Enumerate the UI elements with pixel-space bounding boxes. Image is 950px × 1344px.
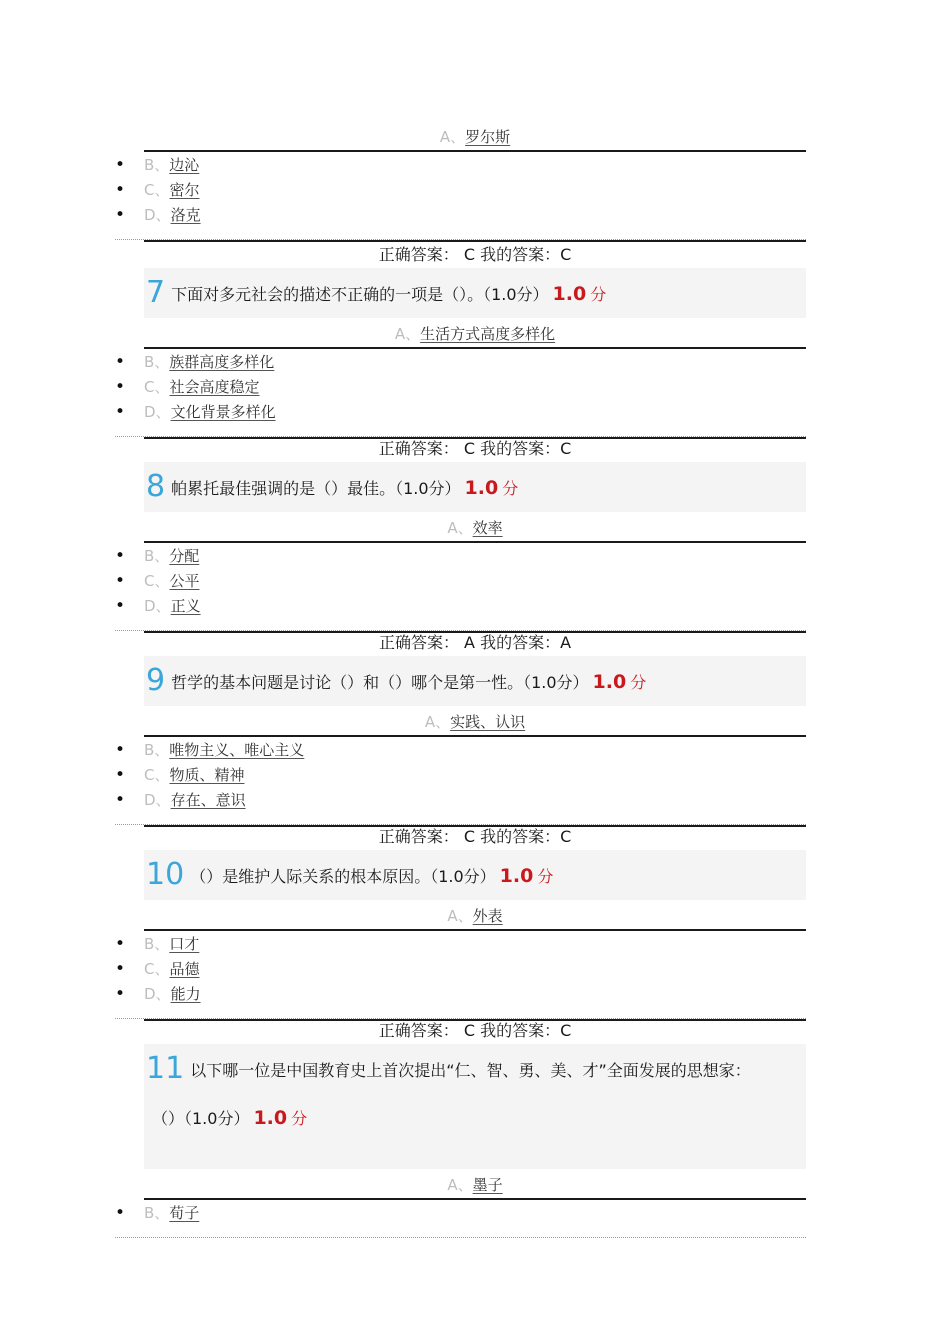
bullet-icon: •: [115, 205, 126, 225]
question-number: 10: [146, 857, 185, 892]
option-letter: C、: [144, 766, 170, 784]
option-letter: A、: [424, 713, 451, 731]
bullet-icon: •: [115, 402, 126, 422]
question-box: [144, 1044, 806, 1169]
option-a[interactable]: [144, 127, 806, 147]
question-line: [146, 469, 518, 504]
option-letter: B、: [144, 156, 170, 174]
option-letter: C、: [144, 572, 170, 590]
option-letter: C、: [144, 181, 170, 199]
option-text: 能力: [170, 985, 201, 1003]
divider: [144, 150, 806, 152]
option-letter: C、: [144, 960, 170, 978]
option-letter: B、: [144, 547, 170, 565]
option-text: 社会高度稳定: [169, 378, 260, 396]
option-a[interactable]: [144, 1175, 806, 1195]
option-text: 物质、精神: [169, 766, 245, 784]
option-text: 生活方式高度多样化: [420, 325, 556, 343]
answer-line: 正确答案： A 我的答案：A: [378, 633, 572, 652]
option-letter: B、: [144, 1204, 170, 1222]
bullet-icon: •: [115, 740, 126, 760]
option-letter: D、: [144, 206, 171, 224]
question-number: 7: [146, 275, 166, 310]
bullet-icon: •: [115, 546, 126, 566]
question-text: 下面对多元社会的描述不正确的一项是（）。（1.0分）: [171, 285, 549, 304]
divider: [144, 735, 806, 737]
question-score: 1.0: [464, 477, 499, 499]
bullet-icon: •: [115, 155, 126, 175]
option-text: 存在、意识: [170, 791, 246, 809]
option-letter: A、: [447, 907, 473, 925]
option-letter: B、: [144, 935, 170, 953]
bullet-icon: •: [115, 180, 126, 200]
option-letter: C、: [144, 378, 170, 396]
question-number: 11: [146, 1051, 185, 1086]
option-text: 分配: [169, 547, 200, 565]
option-a[interactable]: [144, 324, 806, 344]
option-letter: A、: [447, 1176, 473, 1194]
question-text: （）是维护人际关系的根本原因。（1.0分）: [190, 867, 496, 886]
option-text: 正义: [170, 597, 201, 615]
option-text: 边沁: [169, 156, 200, 174]
score-unit: 分: [291, 1109, 308, 1128]
question-line: [146, 857, 553, 892]
question-text: 哲学的基本问题是讨论（）和（）哪个是第一性。（1.0分）: [171, 673, 589, 692]
answer-line: 正确答案： C 我的答案：C: [378, 439, 572, 458]
bullet-icon: •: [115, 352, 126, 372]
option-text: 外表: [472, 907, 503, 925]
question-line-2: [152, 1106, 307, 1129]
divider: [144, 541, 806, 543]
question-box: [144, 850, 806, 900]
answer-line: 正确答案： C 我的答案：C: [378, 245, 572, 264]
bullet-icon: •: [115, 377, 126, 397]
score-unit: 分: [537, 867, 554, 886]
question-number: 8: [146, 469, 166, 504]
option-a[interactable]: [144, 518, 806, 538]
question-text-2: （）（1.0分）: [152, 1109, 250, 1128]
bullet-icon: •: [115, 790, 126, 810]
option-letter: D、: [144, 791, 171, 809]
option-text: 效率: [472, 519, 503, 537]
score-unit: 分: [502, 479, 519, 498]
question-number: 9: [146, 663, 166, 698]
option-letter: A、: [447, 519, 473, 537]
question-line: [146, 1051, 751, 1086]
score-unit: 分: [630, 673, 647, 692]
option-letter: B、: [144, 741, 170, 759]
option-letter: D、: [144, 597, 171, 615]
question-score: 1.0: [592, 671, 627, 693]
option-text: 墨子: [472, 1176, 503, 1194]
question-box: [144, 656, 806, 706]
option-letter: B、: [144, 353, 170, 371]
option-text: 洛克: [170, 206, 201, 224]
option-letter: A、: [394, 325, 421, 343]
question-score: 1.0: [499, 865, 534, 887]
question-score: 1.0: [552, 283, 587, 305]
bullet-icon: •: [115, 934, 126, 954]
option-letter: D、: [144, 985, 171, 1003]
option-letter: A、: [439, 128, 466, 146]
question-text: 以下哪一位是中国教育史上首次提出“仁、智、勇、美、才”全面发展的思想家：: [190, 1061, 751, 1080]
question-score: 1.0: [253, 1107, 288, 1129]
option-text: 品德: [169, 960, 200, 978]
divider: [144, 929, 806, 931]
option-letter: D、: [144, 403, 171, 421]
divider: [144, 1198, 806, 1200]
question-box: [144, 462, 806, 512]
option-a[interactable]: [144, 712, 806, 732]
divider: [144, 240, 806, 242]
question-line: [146, 275, 606, 310]
score-unit: 分: [590, 285, 607, 304]
option-text: 文化背景多样化: [170, 403, 276, 421]
bullet-icon: •: [115, 596, 126, 616]
option-text: 口才: [169, 935, 200, 953]
dotted-separator: [115, 1237, 806, 1238]
option-text: 密尔: [169, 181, 200, 199]
option-text: 公平: [169, 572, 200, 590]
question-text: 帕累托最佳强调的是（）最佳。（1.0分）: [171, 479, 461, 498]
option-text: 罗尔斯: [465, 128, 511, 146]
option-text: 族群高度多样化: [169, 353, 275, 371]
bullet-icon: •: [115, 571, 126, 591]
option-text: 唯物主义、唯心主义: [169, 741, 305, 759]
option-text: 荀子: [169, 1204, 200, 1222]
bullet-icon: •: [115, 765, 126, 785]
bullet-icon: •: [115, 959, 126, 979]
option-text: 实践、认识: [450, 713, 526, 731]
question-box: [144, 268, 806, 318]
divider: [144, 347, 806, 349]
bullet-icon: •: [115, 1203, 126, 1223]
bullet-icon: •: [115, 984, 126, 1004]
question-line: [146, 663, 646, 698]
answer-line: 正确答案： C 我的答案：C: [378, 1021, 572, 1040]
answer-line: 正确答案： C 我的答案：C: [378, 827, 572, 846]
option-a[interactable]: [144, 906, 806, 926]
